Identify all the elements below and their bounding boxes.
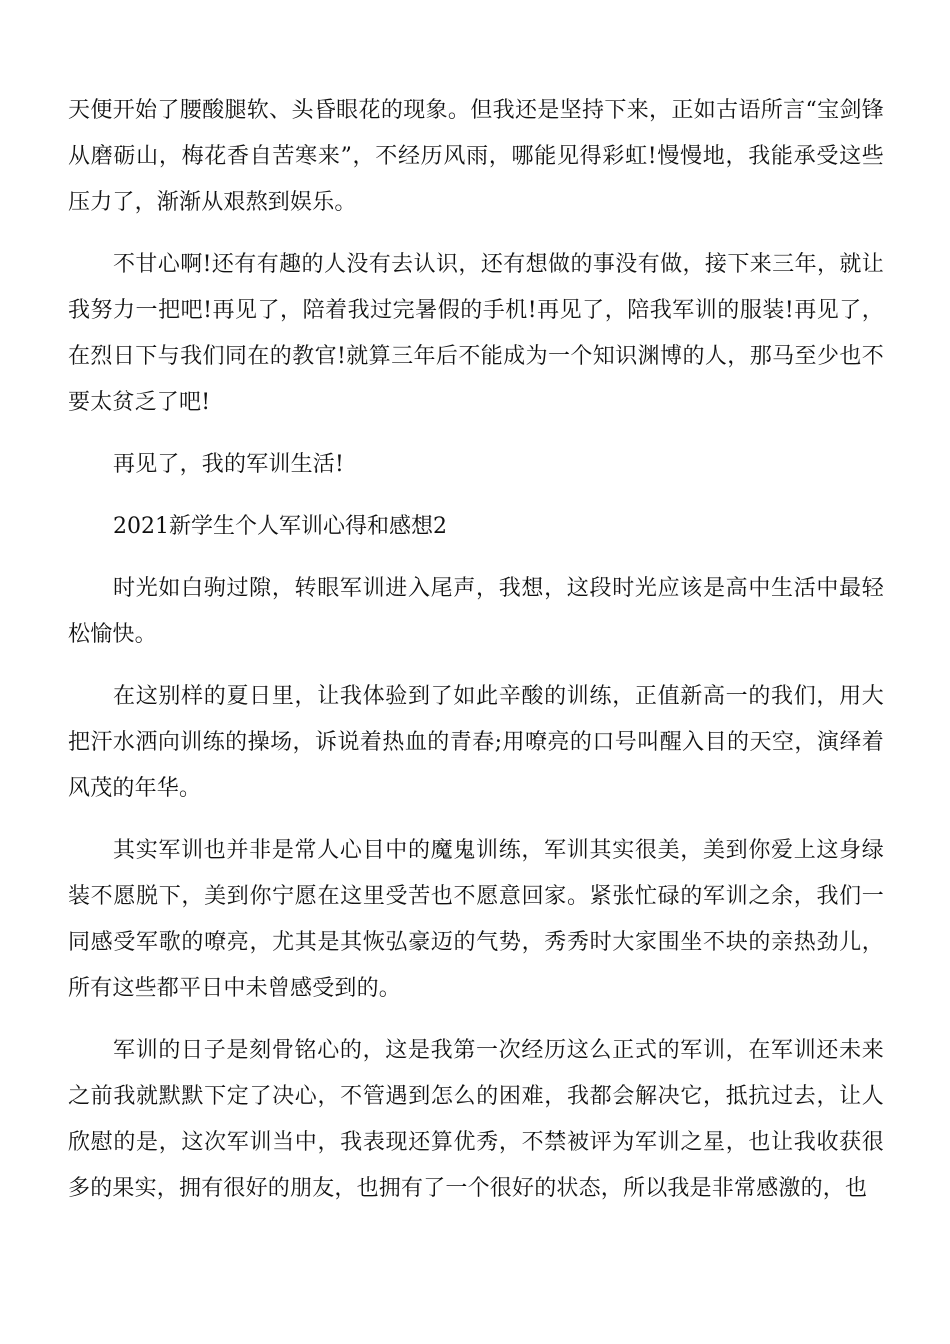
paragraph-time-flies: 时光如白驹过隙，转眼军训进入尾声，我想，这段时光应该是高中生活中最轻松愉快。 — [68, 576, 884, 647]
paragraph-summer-training: 在这别样的夏日里，让我体验到了如此辛酸的训练，正值新高一的我们，用大把汗水洒向训练的操场，诉说着热血的青春;用嘹亮的口号叫醒入目的天空，演绎着风茂的年华。 — [68, 684, 884, 801]
paragraph-training-beauty: 其实军训也并非是常人心目中的魔鬼训练，军训其实很美，美到你爱上这身绿装不愿脱下，美到你宁愿在这里受苦也不愿意回家。紧张忙碌的军训之余，我们一同感受军歌的嘹亮，尤其是其恢弘豪迈的气势，秀秀时大家围坐不块的亲热劲儿，所有这些都平日中未曾感受到的。 — [68, 838, 884, 1001]
paragraph-continued: 天便开始了腰酸腿软、头昏眼花的现象。但我还是坚持下来，正如古语所言“宝剑锋从磨砺山，梅花香自苦寒来”，不经历风雨，哪能见得彩虹!慢慢地，我能承受这些压力了，渐渐从艰熬到娱乐。 — [68, 98, 884, 215]
paragraph-farewell: 不甘心啊!还有有趣的人没有去认识，还有想做的事没有做，接下来三年，就让我努力一把吧!再见了，陪着我过完暑假的手机!再见了，陪我军训的服装!再见了，在烈日下与我们同在的教官!就算三年后不能成为一个知识渊博的人，那马至少也不要太贫乏了吧! — [68, 252, 884, 415]
paragraph-goodbye-line: 再见了，我的军训生活! — [113, 452, 345, 477]
document-page — [68, 88, 884, 1228]
paragraph-memorable-days: 军训的日子是刻骨铭心的，这是我第一次经历这么正式的军训，在军训还未来之前我就默默下定了决心，不管遇到怎么的困难，我都会解决它，抵抗过去，让人欣慰的是，这次军训当中，我表现还算优秀，不禁被评为军训之星，也让我收获很多的果实，拥有很好的朋友，也拥有了一个很好的状态，所以我是非常感激的，也 — [68, 1038, 884, 1201]
section-heading: 2021新学生个人军训心得和感想2 — [113, 514, 447, 539]
